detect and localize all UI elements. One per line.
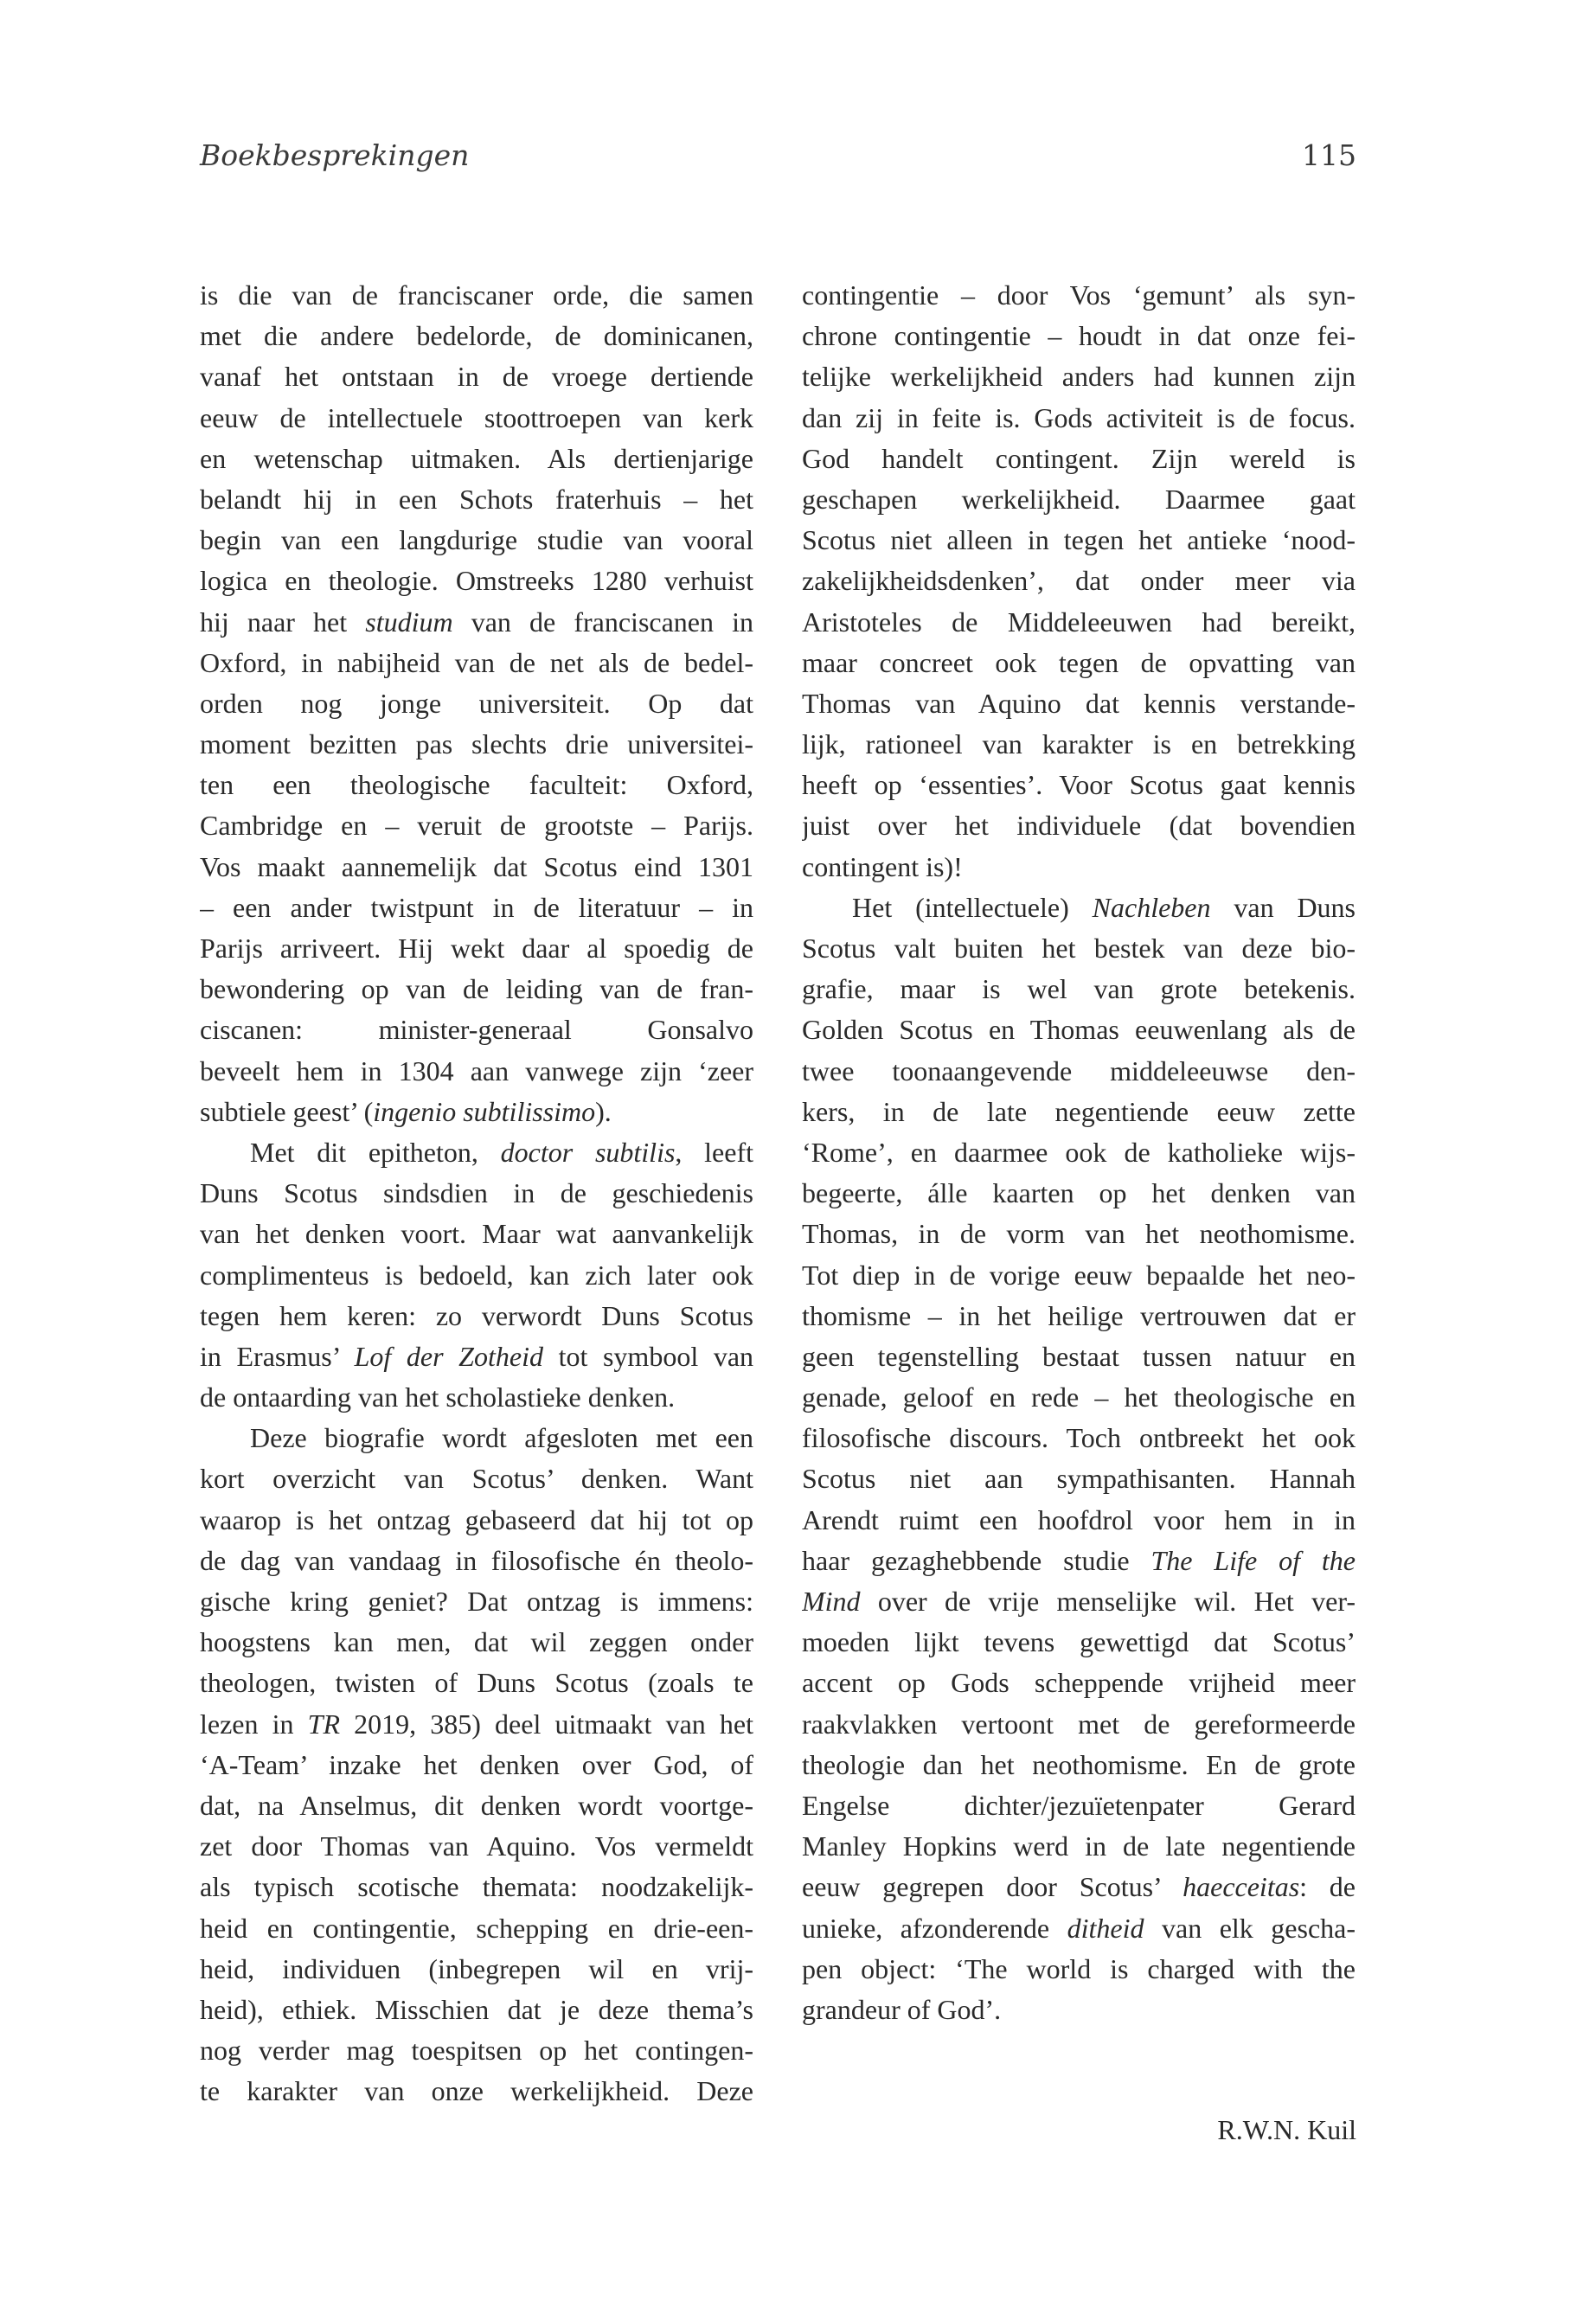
text-line (802, 1867, 1356, 1907)
text-segment: belandt hij in een Schots fraterhuis – het (200, 483, 753, 515)
text-segment: geschapen werkelijkheid. Daarmee gaat (802, 483, 1356, 515)
text-segment: begeerte, álle kaarten op het denken van (802, 1177, 1356, 1209)
text-segment: eeuw gegrepen door Scotus’ (802, 1871, 1183, 1903)
text-segment: theologie dan het neothomisme. En de grote (802, 1748, 1356, 1780)
text-segment: waarop is het ontzag gebaseerd dat hij tot op (200, 1503, 753, 1535)
text-line (200, 643, 753, 683)
text-segment: lezen in (200, 1708, 308, 1740)
right-text-column (802, 275, 1356, 2030)
text-segment: Thomas van Aquino dat kennis verstande- (802, 687, 1356, 719)
text-line (200, 1622, 753, 1663)
text-line (802, 1622, 1356, 1663)
text-line (802, 602, 1356, 643)
text-line (200, 928, 753, 969)
text-segment: Deze biografie wordt afgesloten met een (250, 1422, 753, 1454)
text-segment: haar gezaghebbende studie (802, 1544, 1151, 1576)
italic-term: TR (307, 1708, 340, 1740)
text-line (200, 1296, 753, 1336)
text-line (200, 316, 753, 356)
text-segment: hij naar het (200, 606, 366, 638)
text-segment: van de franciscanen in (452, 606, 753, 638)
text-segment: Scotus niet alleen in tegen het antieke ‘nood- (802, 524, 1356, 556)
text-segment: van het denken voort. Maar wat aanvankelijk (200, 1218, 753, 1250)
italic-term: haecceitas (1183, 1871, 1300, 1903)
text-line (200, 1704, 753, 1745)
text-line (802, 1009, 1356, 1050)
text-segment: is die van de franciscaner orde, die samen (200, 279, 753, 311)
italic-term: studium (365, 606, 453, 638)
text-segment: de ontaarding van het scholastieke denken. (200, 1381, 676, 1413)
text-segment: 2019, 385) deel uitmaakt van het (340, 1708, 753, 1740)
text-line (200, 765, 753, 805)
text-line (802, 1214, 1356, 1254)
text-line (802, 1704, 1356, 1745)
text-line (200, 888, 753, 928)
italic-term: Lof der Zotheid (354, 1340, 543, 1372)
text-segment: nog verder mag toespitsen op het contingen- (200, 2035, 753, 2067)
text-line (802, 1663, 1356, 1703)
text-line (200, 439, 753, 479)
text-line (802, 888, 1356, 928)
text-line (802, 1745, 1356, 1785)
text-segment: Oxford, in nabijheid van de net als de bedel- (200, 646, 753, 678)
text-segment: kort overzicht van Scotus’ denken. Want (200, 1463, 753, 1495)
text-segment: met die andere bedelorde, de dominicanen, (200, 320, 753, 352)
text-segment: contingentie – door Vos ‘gemunt’ als syn- (802, 279, 1356, 311)
text-line (200, 1541, 753, 1581)
text-segment: dan zij in feite is. Gods activiteit is de focus. (802, 401, 1356, 433)
text-line (802, 1581, 1356, 1622)
text-segment: Thomas, in de vorm van het neothomisme. (802, 1218, 1356, 1250)
text-line (802, 1255, 1356, 1296)
text-line (802, 1377, 1356, 1418)
text-line (802, 356, 1356, 397)
text-line (802, 1418, 1356, 1458)
text-segment: Tot diep in de vorige eeuw bepaalde het neo- (802, 1259, 1356, 1291)
text-line (802, 724, 1356, 765)
text-line (200, 969, 753, 1009)
italic-term: Nachleben (1092, 891, 1211, 923)
text-line (802, 969, 1356, 1009)
text-line (200, 1132, 753, 1173)
text-line (200, 1500, 753, 1541)
text-segment: : de (1299, 1871, 1356, 1903)
text-segment: Arendt ruimt een hoofdrol voor hem in in (802, 1503, 1356, 1535)
text-line (200, 1051, 753, 1092)
text-segment: vanaf het ontstaan in de vroege dertiende (200, 361, 753, 393)
text-segment: zakelijkheidsdenken’, dat onder meer via (802, 565, 1356, 597)
text-segment: de dag van vandaag in filosofische én theolo- (200, 1544, 753, 1576)
text-segment: ten een theologische faculteit: Oxford, (200, 769, 753, 801)
text-segment: complimenteus is bedoeld, kan zich later ook (200, 1259, 753, 1291)
text-segment: orden nog jonge universiteit. Op dat (200, 687, 753, 719)
text-segment: over de vrije menselijke wil. Het ver- (860, 1586, 1356, 1617)
text-line (200, 398, 753, 439)
text-segment: eeuw de intellectuele stoottroepen van kerk (200, 401, 753, 433)
text-segment: ‘A-Team’ inzake het denken over God, of (200, 1748, 753, 1780)
text-segment: raakvlakken vertoont met de gereformeerde (802, 1708, 1356, 1740)
text-segment: in Erasmus’ (200, 1340, 355, 1372)
italic-term: ditheid (1067, 1912, 1144, 1944)
text-segment: te karakter van onze werkelijkheid. Deze (200, 2075, 753, 2107)
text-segment: hoogstens kan men, dat wil zeggen onder (200, 1626, 753, 1658)
text-segment: chrone contingentie – houdt in dat onze fei- (802, 320, 1356, 352)
review-author-signature: R.W.N. Kuil (1217, 2114, 1356, 2145)
text-line (802, 479, 1356, 520)
text-segment: heid, individuen (inbegrepen wil en vrij- (200, 1952, 753, 1984)
text-segment: Scotus niet aan sympathisanten. Hannah (802, 1463, 1356, 1495)
text-line (200, 1663, 753, 1703)
text-line (200, 2071, 753, 2112)
text-line (802, 316, 1356, 356)
text-line (802, 1336, 1356, 1377)
text-line (802, 765, 1356, 805)
text-line (200, 1581, 753, 1622)
text-line (802, 643, 1356, 683)
text-line (802, 683, 1356, 724)
text-segment: als typisch scotische themata: noodzakelijk- (200, 1871, 753, 1903)
text-line (802, 520, 1356, 561)
text-segment: juist over het individuele (dat bovendien (802, 810, 1356, 842)
text-segment: en wetenschap uitmaken. Als dertienjarige (200, 442, 753, 474)
text-line (200, 2030, 753, 2071)
text-line (200, 1418, 753, 1458)
text-segment: Duns Scotus sindsdien in de geschiedenis (200, 1177, 753, 1209)
left-text-column (200, 275, 753, 2112)
text-segment: pen object: ‘The world is charged with the (802, 1952, 1356, 1984)
text-line (802, 1458, 1356, 1499)
text-line (802, 1296, 1356, 1336)
text-segment: moment bezitten pas slechts drie universitei- (200, 728, 753, 760)
text-line (802, 1541, 1356, 1581)
text-line (200, 1009, 753, 1050)
text-segment: unieke, afzonderende (802, 1912, 1067, 1944)
text-line (802, 1826, 1356, 1867)
text-segment: – een ander twistpunt in de literatuur – in (200, 891, 753, 923)
text-line (802, 928, 1356, 969)
text-segment: zet door Thomas van Aquino. Vos vermeldt (200, 1830, 753, 1862)
text-line (200, 1949, 753, 1990)
text-segment: van elk gescha- (1144, 1912, 1356, 1944)
text-line (802, 1908, 1356, 1949)
text-segment: thomisme – in het heilige vertrouwen dat er (802, 1299, 1356, 1331)
running-header-section: Boekbesprekingen (200, 138, 470, 172)
text-line (200, 847, 753, 888)
text-segment: moeden lijkt tevens gewettigd dat Scotus’ (802, 1626, 1356, 1658)
text-line (802, 398, 1356, 439)
text-segment: accent op Gods scheppende vrijheid meer (802, 1667, 1356, 1699)
text-segment: ). (595, 1095, 612, 1127)
text-line (802, 439, 1356, 479)
text-line (200, 1826, 753, 1867)
text-segment: tegen hem keren: zo verwordt Duns Scotus (200, 1299, 753, 1331)
text-line (200, 1867, 753, 1907)
italic-term: ingenio subtilissimo (373, 1095, 596, 1127)
text-line (200, 1336, 753, 1377)
italic-term: The Life of the (1151, 1544, 1356, 1576)
text-segment: grandeur of God’. (802, 1993, 1002, 2025)
text-segment: Manley Hopkins werd in de late negentiende (802, 1830, 1356, 1862)
text-line (200, 1745, 753, 1785)
text-line (200, 1092, 753, 1132)
text-segment: subtiele geest’ ( (200, 1095, 374, 1127)
text-line (200, 602, 753, 643)
text-segment: van Duns (1210, 891, 1356, 923)
text-segment: begin van een langdurige studie van vooral (200, 524, 753, 556)
text-segment: ciscanen: minister-generaal Gonsalvo (200, 1014, 753, 1046)
text-line (802, 561, 1356, 601)
text-line (200, 1785, 753, 1826)
text-line (200, 275, 753, 316)
text-segment: gische kring geniet? Dat ontzag is immens: (200, 1586, 753, 1617)
text-line (200, 520, 753, 561)
text-line (200, 1908, 753, 1949)
italic-term: Mind (802, 1586, 861, 1617)
text-segment: lijk, rationeel van karakter is en betrekking (802, 728, 1356, 760)
text-line (802, 1132, 1356, 1173)
text-segment: Scotus valt buiten het bestek van deze bio- (802, 933, 1356, 964)
text-line (200, 1990, 753, 2030)
text-line (200, 1173, 753, 1214)
text-segment: contingent is)! (802, 850, 963, 882)
text-line (200, 356, 753, 397)
text-line (200, 805, 753, 846)
text-segment: heid en contingentie, schepping en drie-een- (200, 1912, 753, 1944)
text-segment: telijke werkelijkheid anders had kunnen zijn (802, 361, 1356, 393)
text-segment: geen tegenstelling bestaat tussen natuur en (802, 1340, 1356, 1372)
text-segment: tot symbool van (542, 1340, 753, 1372)
text-line (802, 1092, 1356, 1132)
text-line (200, 1255, 753, 1296)
text-segment: kers, in de late negentiende eeuw zette (802, 1095, 1356, 1127)
text-segment: grafie, maar is wel van grote betekenis. (802, 973, 1356, 1005)
text-line (802, 1051, 1356, 1092)
italic-term: doctor subtilis (500, 1136, 676, 1168)
text-line (200, 1458, 753, 1499)
text-segment: God handelt contingent. Zijn wereld is (802, 442, 1356, 474)
text-segment: theologen, twisten of Duns Scotus (zoals te (200, 1667, 753, 1699)
text-line (802, 1785, 1356, 1826)
text-segment: dat, na Anselmus, dit denken wordt voortge- (200, 1789, 753, 1821)
text-segment: Het (intellectuele) (852, 891, 1093, 923)
text-line (200, 724, 753, 765)
text-line (802, 805, 1356, 846)
text-line (200, 1214, 753, 1254)
text-segment: Aristoteles de Middeleeuwen had bereikt, (802, 606, 1356, 638)
text-segment: Vos maakt aannemelijk dat Scotus eind 1301 (200, 850, 753, 882)
text-line (802, 1173, 1356, 1214)
text-line (802, 275, 1356, 316)
text-segment: heid), ethiek. Misschien dat je deze thema’s (200, 1993, 753, 2025)
text-segment: , leeft (675, 1136, 753, 1168)
text-segment: Met dit epitheton, (250, 1136, 501, 1168)
text-segment: filosofische discours. Toch ontbreekt het ook (802, 1422, 1356, 1454)
text-line (802, 1949, 1356, 1990)
text-line (802, 847, 1356, 888)
text-segment: bewondering op van de leiding van de fran- (200, 973, 753, 1005)
page-number: 115 (1302, 138, 1356, 172)
text-line (200, 561, 753, 601)
text-segment: maar concreet ook tegen de opvatting van (802, 646, 1356, 678)
text-segment: heeft op ‘essenties’. Voor Scotus gaat kennis (802, 769, 1356, 801)
text-segment: Engelse dichter/jezuïetenpater Gerard (802, 1789, 1356, 1821)
text-segment: Golden Scotus en Thomas eeuwenlang als de (802, 1014, 1356, 1046)
text-segment: beveelt hem in 1304 aan vanwege zijn ‘zeer (200, 1054, 753, 1086)
text-segment: Cambridge en – veruit de grootste – Parijs. (200, 810, 753, 842)
text-line (200, 1377, 753, 1418)
text-segment: Parijs arriveert. Hij wekt daar al spoedig de (200, 933, 753, 964)
text-segment: twee toonaangevende middeleeuwse den- (802, 1054, 1356, 1086)
text-line (802, 1990, 1356, 2030)
text-line (200, 683, 753, 724)
text-segment: genade, geloof en rede – het theologische en (802, 1381, 1356, 1413)
text-line (200, 479, 753, 520)
text-segment: logica en theologie. Omstreeks 1280 verhuist (200, 565, 753, 597)
text-segment: ‘Rome’, en daarmee ook de katholieke wijs- (802, 1136, 1356, 1168)
text-line (802, 1500, 1356, 1541)
